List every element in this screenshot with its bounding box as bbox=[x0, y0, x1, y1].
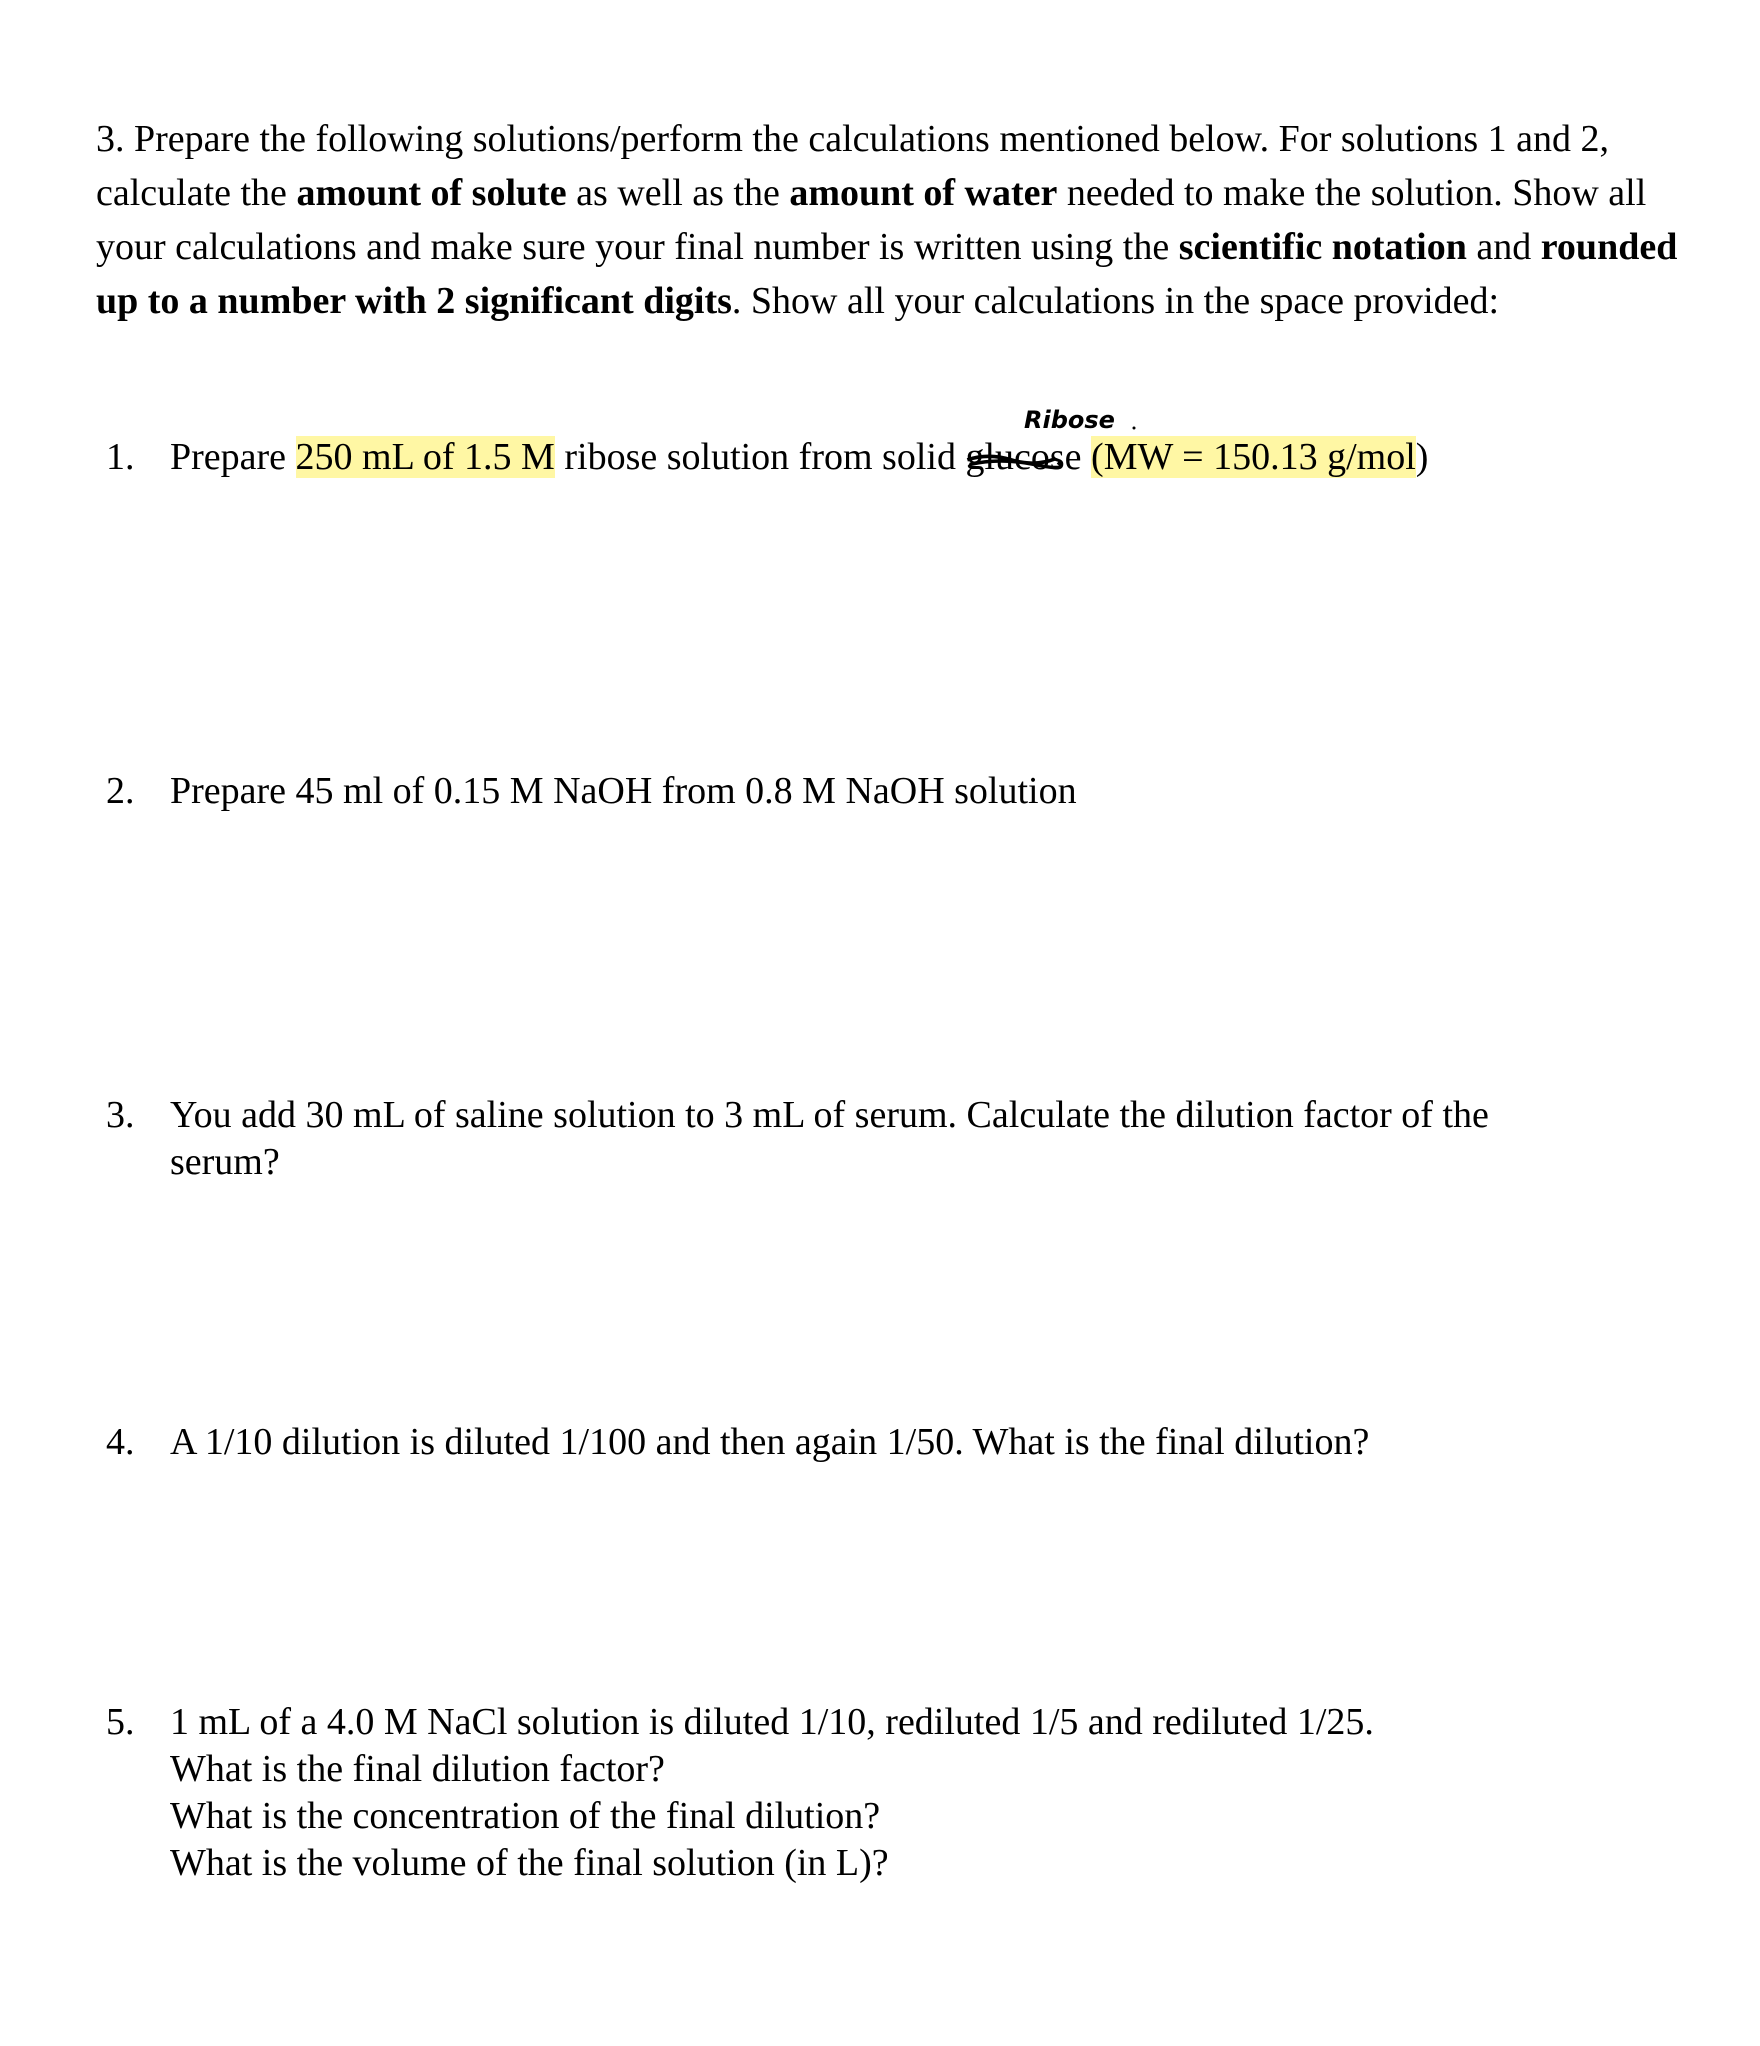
question-4-number: 4. bbox=[106, 1421, 135, 1463]
instructions-bold-solute: amount of solute bbox=[296, 172, 567, 214]
handwritten-dot bbox=[1133, 427, 1136, 430]
question-1-number: 1. bbox=[106, 436, 135, 478]
question-4 bbox=[106, 1419, 1666, 1466]
question-5 bbox=[106, 1699, 1666, 1887]
instructions-bold-scientific: scientific notation bbox=[1178, 226, 1467, 268]
instructions-bold-rounded: rounded up to a number with 2 significant digits bbox=[96, 226, 1678, 322]
question-3-text bbox=[170, 1092, 1666, 1186]
question-5-line-3: What is the concentration of the final dilution? bbox=[170, 1795, 881, 1837]
q1-highlight-mw: (MW = 150.13 g/mol bbox=[1091, 436, 1416, 478]
question-5-line-1: 1 mL of a 4.0 M NaCl solution is diluted 1/10, rediluted 1/5 and rediluted 1/25. bbox=[170, 1701, 1374, 1743]
q1-text-mid: ribose solution from solid bbox=[554, 436, 966, 478]
instructions-bold-water: amount of water bbox=[789, 172, 1058, 214]
instructions-text-4: and bbox=[1466, 226, 1541, 268]
handwritten-annotation-text: Ribose bbox=[1024, 406, 1115, 434]
question-2-number: 2. bbox=[106, 770, 135, 812]
instructions-text-5: . Show all your calculations in the space provided: bbox=[731, 280, 1500, 322]
question-3 bbox=[106, 1092, 1666, 1186]
question-5-text bbox=[170, 1699, 1666, 1887]
question-4-text: A 1/10 dilution is diluted 1/100 and then again 1/50. What is the final dilution? bbox=[170, 1421, 1370, 1463]
question-5-line-4: What is the volume of the final solution (in L)? bbox=[170, 1842, 889, 1884]
instructions-text-2: as well as the bbox=[566, 172, 790, 214]
question-3-line-1: You add 30 mL of saline solution to 3 mL of serum. Calculate the dilution factor of the bbox=[170, 1094, 1489, 1136]
handwritten-annotation bbox=[1022, 398, 1142, 438]
q1-highlight-volume-conc: 250 mL of 1.5 M bbox=[295, 436, 555, 478]
question-1 bbox=[106, 434, 1666, 481]
q1-struck-word-text: glucose bbox=[965, 436, 1082, 478]
question-2 bbox=[106, 768, 1666, 815]
question-5-number: 5. bbox=[106, 1701, 135, 1743]
question-5-line-2: What is the final dilution factor? bbox=[170, 1748, 665, 1790]
q1-struck-word bbox=[965, 434, 1081, 481]
q1-text-post: ) bbox=[1415, 436, 1429, 478]
instructions-text-3: needed to make the solution. Show all your calculations and make sure your final number is written using the bbox=[96, 172, 1647, 268]
instructions-paragraph bbox=[96, 112, 1696, 328]
q1-text-pre: Prepare bbox=[170, 436, 296, 478]
question-2-text: Prepare 45 ml of 0.15 M NaOH from 0.8 M NaOH solution bbox=[170, 770, 1077, 812]
q1-text-gap bbox=[1082, 436, 1092, 478]
instructions-text-1: 3. Prepare the following solutions/perform the calculations mentioned below. For solutions 1 and 2, calculate the bbox=[96, 118, 1610, 214]
question-1-text bbox=[170, 434, 1666, 481]
question-3-number: 3. bbox=[106, 1094, 135, 1136]
question-3-line-2: serum? bbox=[170, 1141, 280, 1183]
